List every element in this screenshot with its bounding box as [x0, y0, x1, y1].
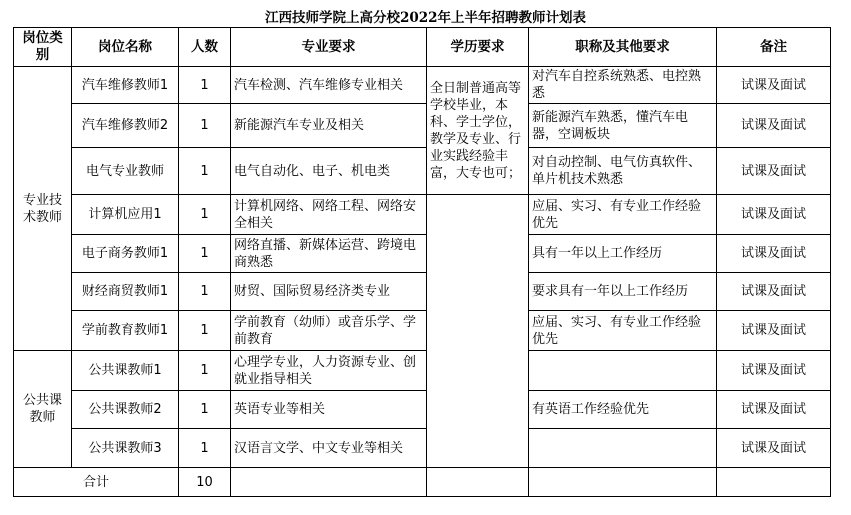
remark-cell: 试课及面试: [717, 195, 831, 235]
remark-cell: 试课及面试: [717, 391, 831, 429]
empty-cell: [231, 468, 427, 497]
other-requirement-cell: [529, 351, 717, 391]
position-cell: 汽车维修教师2: [72, 104, 179, 148]
remark-cell: 试课及面试: [717, 273, 831, 311]
remark-cell: 试课及面试: [717, 67, 831, 104]
table-row: [14, 195, 831, 235]
major-cell: 汽车检测、汽车维修专业相关: [231, 67, 427, 104]
position-cell: 电子商务教师1: [72, 235, 179, 273]
other-requirement-cell: 对汽车自控系统熟悉、电控熟悉: [529, 67, 717, 104]
table-row: [14, 351, 831, 391]
table-row: [14, 311, 831, 351]
count-cell: 1: [179, 235, 231, 273]
header-row: [14, 28, 831, 67]
major-cell: 学前教育（幼师）或音乐学、学前教育: [231, 311, 427, 351]
position-cell: 公共课教师1: [72, 351, 179, 391]
empty-cell: [717, 468, 831, 497]
position-cell: 计算机应用1: [72, 195, 179, 235]
header-title-other: 职称及其他要求: [529, 28, 717, 67]
remark-cell: 试课及面试: [717, 235, 831, 273]
total-row: [14, 468, 831, 497]
table-row: [14, 429, 831, 468]
header-position: 岗位名称: [72, 28, 179, 67]
header-major: 专业要求: [231, 28, 427, 67]
page-title: 江西技师学院上高分校2022年上半年招聘教师计划表: [264, 10, 587, 26]
category-cell: 专业技术教师: [14, 67, 72, 351]
other-requirement-cell: 对自动控制、电气仿真软件、单片机技术熟悉: [529, 148, 717, 195]
major-cell: 网络直播、新媒体运营、跨境电商熟悉: [231, 235, 427, 273]
table-row: [14, 391, 831, 429]
recruitment-plan-table: [13, 27, 831, 497]
total-count: 10: [179, 468, 231, 497]
header-category: 岗位类别: [14, 28, 72, 67]
remark-cell: 试课及面试: [717, 148, 831, 195]
table-row: [14, 273, 831, 311]
empty-cell: [427, 468, 529, 497]
major-cell: 英语专业等相关: [231, 391, 427, 429]
header-remark: 备注: [717, 28, 831, 67]
total-label: 合计: [14, 468, 179, 497]
count-cell: 1: [179, 195, 231, 235]
count-cell: 1: [179, 311, 231, 351]
remark-cell: 试课及面试: [717, 104, 831, 148]
table-row: [14, 235, 831, 273]
other-requirement-cell: 有英语工作经验优先: [529, 391, 717, 429]
other-requirement-cell: 应届、实习、有专业工作经验优先: [529, 195, 717, 235]
other-requirement-cell: 应届、实习、有专业工作经验优先: [529, 311, 717, 351]
header-education: 学历要求: [427, 28, 529, 67]
table-row: [14, 104, 831, 148]
other-requirement-cell: 新能源汽车熟悉，懂汽车电器，空调板块: [529, 104, 717, 148]
education-cell: 全日制普通高等学校毕业，本科、学士学位，教学及专业、行业实践经验丰富，大专也可；: [427, 67, 529, 195]
other-requirement-cell: [529, 429, 717, 468]
major-cell: 汉语言文学、中文专业等相关: [231, 429, 427, 468]
position-cell: 学前教育教师1: [72, 311, 179, 351]
count-cell: 1: [179, 391, 231, 429]
header-count: 人数: [179, 28, 231, 67]
count-cell: 1: [179, 104, 231, 148]
remark-cell: 试课及面试: [717, 429, 831, 468]
major-cell: 电气自动化、电子、机电类: [231, 148, 427, 195]
table-row: [14, 148, 831, 195]
major-cell: 计算机网络、网络工程、网络安全相关: [231, 195, 427, 235]
empty-cell: [529, 468, 717, 497]
table-row: [14, 67, 831, 104]
education-cell-empty: [427, 195, 529, 468]
remark-cell: 试课及面试: [717, 311, 831, 351]
count-cell: 1: [179, 351, 231, 391]
other-requirement-cell: 具有一年以上工作经历: [529, 235, 717, 273]
position-cell: 汽车维修教师1: [72, 67, 179, 104]
remark-cell: 试课及面试: [717, 351, 831, 391]
count-cell: 1: [179, 148, 231, 195]
category-cell: 公共课教师: [14, 351, 72, 468]
count-cell: 1: [179, 429, 231, 468]
major-cell: 财贸、国际贸易经济类专业: [231, 273, 427, 311]
position-cell: 电气专业教师: [72, 148, 179, 195]
count-cell: 1: [179, 67, 231, 104]
other-requirement-cell: 要求具有一年以上工作经历: [529, 273, 717, 311]
major-cell: 新能源汽车专业及相关: [231, 104, 427, 148]
count-cell: 1: [179, 273, 231, 311]
major-cell: 心理学专业，人力资源专业、创就业指导相关: [231, 351, 427, 391]
position-cell: 财经商贸教师1: [72, 273, 179, 311]
position-cell: 公共课教师3: [72, 429, 179, 468]
position-cell: 公共课教师2: [72, 391, 179, 429]
